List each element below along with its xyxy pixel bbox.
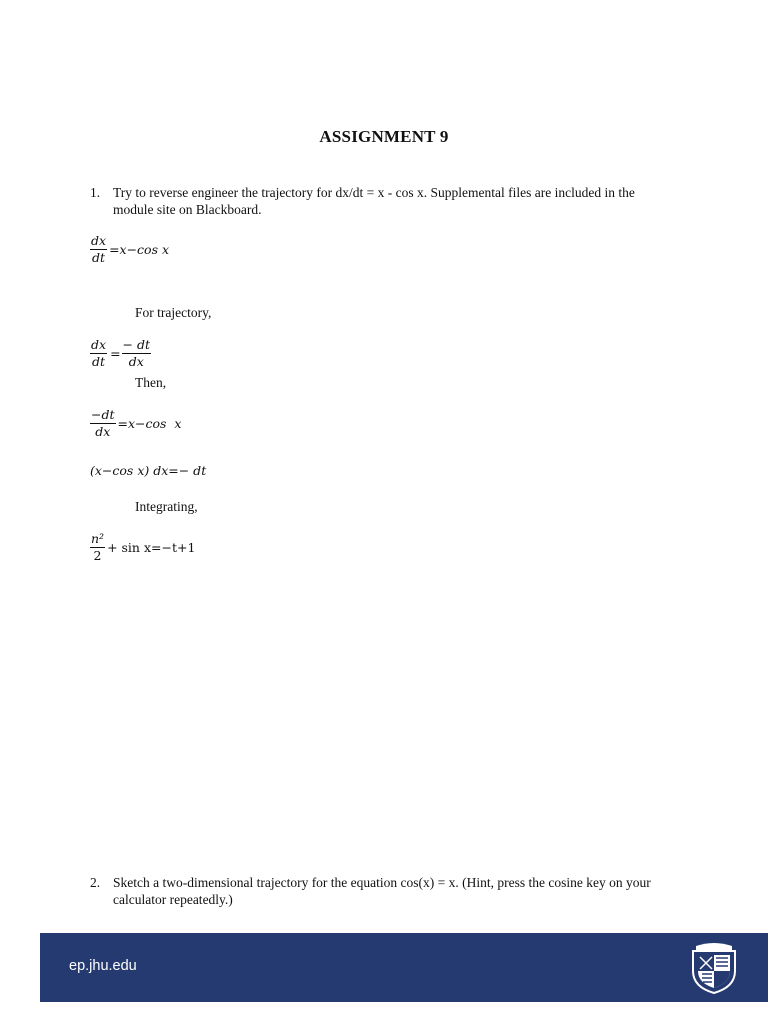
equation-rhs: =x−cos x [117,416,182,431]
note-then: Then, [135,375,167,390]
equation-2 [90,338,153,369]
question-number: 2. [90,875,101,890]
note-for-trajectory: For trajectory, [135,305,212,320]
denominator: dt [92,250,106,265]
numerator: − dt [122,337,151,352]
note-integrating: Integrating, [135,499,198,514]
equation-1 [90,234,169,265]
question-text: Try to reverse engineer the trajectory for dx/dt = x - cos x. Supplemental files are included in the module site on Blackboard. [113,185,635,217]
equation-5 [90,532,195,563]
denominator: dt [92,354,106,369]
question-number: 1. [90,185,101,200]
denominator: dx [95,424,111,439]
numerator: −dt [91,407,115,422]
footer-url-link[interactable]: ep.jhu.edu [69,958,137,974]
equation-text: (x−cos x) dx=− dt [90,463,207,478]
numerator: dx [91,233,107,248]
equals-sign: = [110,346,121,361]
numerator: dx [91,337,107,352]
numerator: n² [91,531,105,546]
equation-4 [90,463,206,478]
equation-rhs: =x−cos x [109,242,170,257]
question-2 [90,874,690,908]
question-1 [90,184,690,218]
fraction [90,532,105,563]
denominator: dx [128,354,144,369]
fraction [90,338,107,369]
fraction [90,234,107,265]
question-text: Sketch a two-dimensional trajectory for the equation cos(x) = x. (Hint, press the cosine key on your calculator repeatedly.) [113,875,651,907]
equation-rhs: + sin x=−t+1 [107,540,196,555]
footer-banner [40,933,768,1002]
jhu-shield-icon [689,941,739,995]
equation-3 [90,408,181,439]
fraction [122,338,151,369]
denominator: 2 [93,548,102,563]
fraction [90,408,116,439]
page-title: ASSIGNMENT 9 [319,127,449,146]
